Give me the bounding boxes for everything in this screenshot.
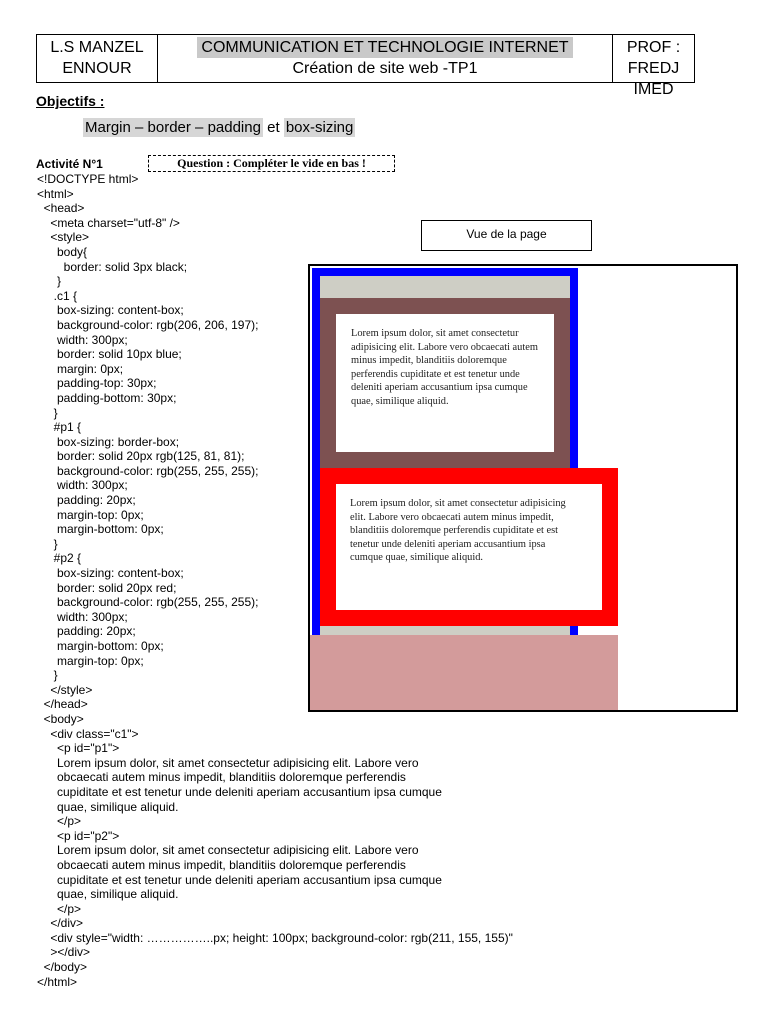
- code-line: <p id="p1">: [37, 741, 120, 756]
- code-line: margin: 0px;: [37, 361, 124, 376]
- code-line: padding: 20px;: [37, 624, 136, 639]
- code-line: width: 300px;: [37, 609, 128, 624]
- prof-cell: [613, 35, 694, 98]
- code-line: </p>: [37, 814, 82, 829]
- code-line: margin-bottom: 0px;: [37, 639, 164, 653]
- code-line: border: solid 10px blue;: [37, 347, 182, 362]
- code-line: <div class="c1">: [37, 726, 139, 741]
- code-line: <!DOCTYPE html>: [37, 172, 139, 186]
- code-line: box-sizing: content-box;: [37, 566, 184, 581]
- code-line: </html>: [37, 974, 78, 989]
- code-line: width: 300px;: [37, 478, 128, 493]
- objectives-line: [83, 119, 355, 136]
- code-line: Lorem ipsum dolor, sit amet consectetur adipisicing elit. Labore vero: [37, 755, 419, 770]
- page-preview-frame: [308, 264, 738, 712]
- prof-label: PROF :: [626, 39, 681, 56]
- code-line: </div>: [37, 916, 84, 931]
- code-line: #p1 {: [37, 420, 82, 435]
- code-line: border: solid 3px black;: [37, 259, 188, 274]
- code-line: cupiditate et est tenetur unde deleniti aperiam accusantium ipsa cumque: [37, 872, 442, 887]
- p2-paragraph-box: [320, 468, 618, 626]
- code-line: width: 300px;: [37, 332, 128, 347]
- pink-div-box: [310, 635, 618, 712]
- code-line: margin-bottom: 0px;: [37, 522, 164, 537]
- code-line: <body>: [37, 711, 84, 726]
- school-line1: L.S MANZEL: [50, 39, 144, 56]
- code-line: border: solid 20px red;: [37, 580, 177, 595]
- code-line: Lorem ipsum dolor, sit amet consectetur adipisicing elit. Labore vero: [37, 843, 419, 858]
- code-line: obcaecati autem minus impedit, blanditiis doloremque perferendis: [37, 857, 406, 872]
- header-table: [36, 34, 695, 98]
- course-cell: [158, 35, 613, 82]
- code-line: margin-top: 0px;: [37, 653, 144, 668]
- code-line: padding-top: 30px;: [37, 376, 157, 391]
- code-line: background-color: rgb(206, 206, 197);: [37, 317, 259, 332]
- code-line: <div style="width: ……………..px; height: 100px; background-color: rgb(211, 155, 155)": [37, 930, 513, 945]
- code-line: <p id="p2">: [37, 828, 120, 843]
- code-line: }: [37, 405, 58, 420]
- code-line: </style>: [37, 682, 93, 697]
- code-line: .c1 {: [37, 288, 78, 303]
- code-line: cupiditate et est tenetur unde deleniti aperiam accusantium ipsa cumque: [37, 784, 442, 799]
- course-title: COMMUNICATION ET TECHNOLOGIE INTERNET: [197, 37, 572, 58]
- code-line: quae, similique aliquid.: [37, 799, 179, 814]
- code-line: <meta charset="utf-8" />: [37, 215, 180, 230]
- code-line: <style>: [37, 230, 90, 245]
- code-line: border: solid 20px rgb(125, 81, 81);: [37, 449, 245, 464]
- code-line: body{: [37, 244, 88, 259]
- code-line: background-color: rgb(255, 255, 255);: [37, 463, 259, 478]
- code-line: <html>: [37, 186, 74, 201]
- objectives-part1: Margin – border – padding: [85, 119, 261, 136]
- prof-name: FREDJ IMED: [627, 60, 680, 98]
- code-line: padding: 20px;: [37, 493, 136, 508]
- objectives-part3: box-sizing: [285, 119, 354, 136]
- school-cell: [37, 35, 158, 82]
- p2-text: Lorem ipsum dolor, sit amet consectetur adipisicing elit. Labore vero obcaecati autem minus impedit, blanditiis doloremque perferendis cupiditate et est tenetur unde deleniti aperiam accusantium ipsa cumque quae, similique aliquid.: [350, 498, 566, 564]
- code-line: </body>: [37, 960, 88, 975]
- code-line: margin-top: 0px;: [37, 507, 144, 522]
- page-view-label: Vue de la page: [421, 220, 592, 251]
- code-line: </head>: [37, 697, 88, 712]
- course-subtitle: Création de site web -TP1: [292, 60, 478, 77]
- code-line: ></div>: [37, 945, 91, 960]
- p1-paragraph-box: [320, 298, 570, 468]
- code-line: }: [37, 668, 58, 683]
- code-line: #p2 {: [37, 551, 82, 566]
- code-line: }: [37, 274, 62, 289]
- objectives-part2: et: [267, 119, 280, 136]
- code-line: <head>: [37, 201, 85, 216]
- question-box: Question : Compléter le vide en bas !: [148, 155, 395, 172]
- code-line: quae, similique aliquid.: [37, 887, 179, 902]
- code-line: obcaecati autem minus impedit, blanditiis doloremque perferendis: [37, 770, 406, 785]
- activity-label: Activité N°1: [36, 157, 103, 171]
- code-line: }: [37, 536, 58, 551]
- c1-div-box: [312, 268, 578, 651]
- code-line: box-sizing: border-box;: [37, 434, 180, 449]
- code-line: padding-bottom: 30px;: [37, 390, 177, 405]
- code-line: background-color: rgb(255, 255, 255);: [37, 595, 259, 610]
- objectives-title: Objectifs :: [36, 93, 105, 109]
- school-line2: ENNOUR: [62, 60, 132, 77]
- code-line: box-sizing: content-box;: [37, 303, 184, 318]
- p1-text: Lorem ipsum dolor, sit amet consectetur adipisicing elit. Labore vero obcaecati autem minus impedit, blanditiis doloremque perferendis cupiditate et est tenetur unde deleniti aperiam accusantium ipsa cumque quae, similique aliquid.: [351, 328, 538, 407]
- code-line: </p>: [37, 901, 82, 916]
